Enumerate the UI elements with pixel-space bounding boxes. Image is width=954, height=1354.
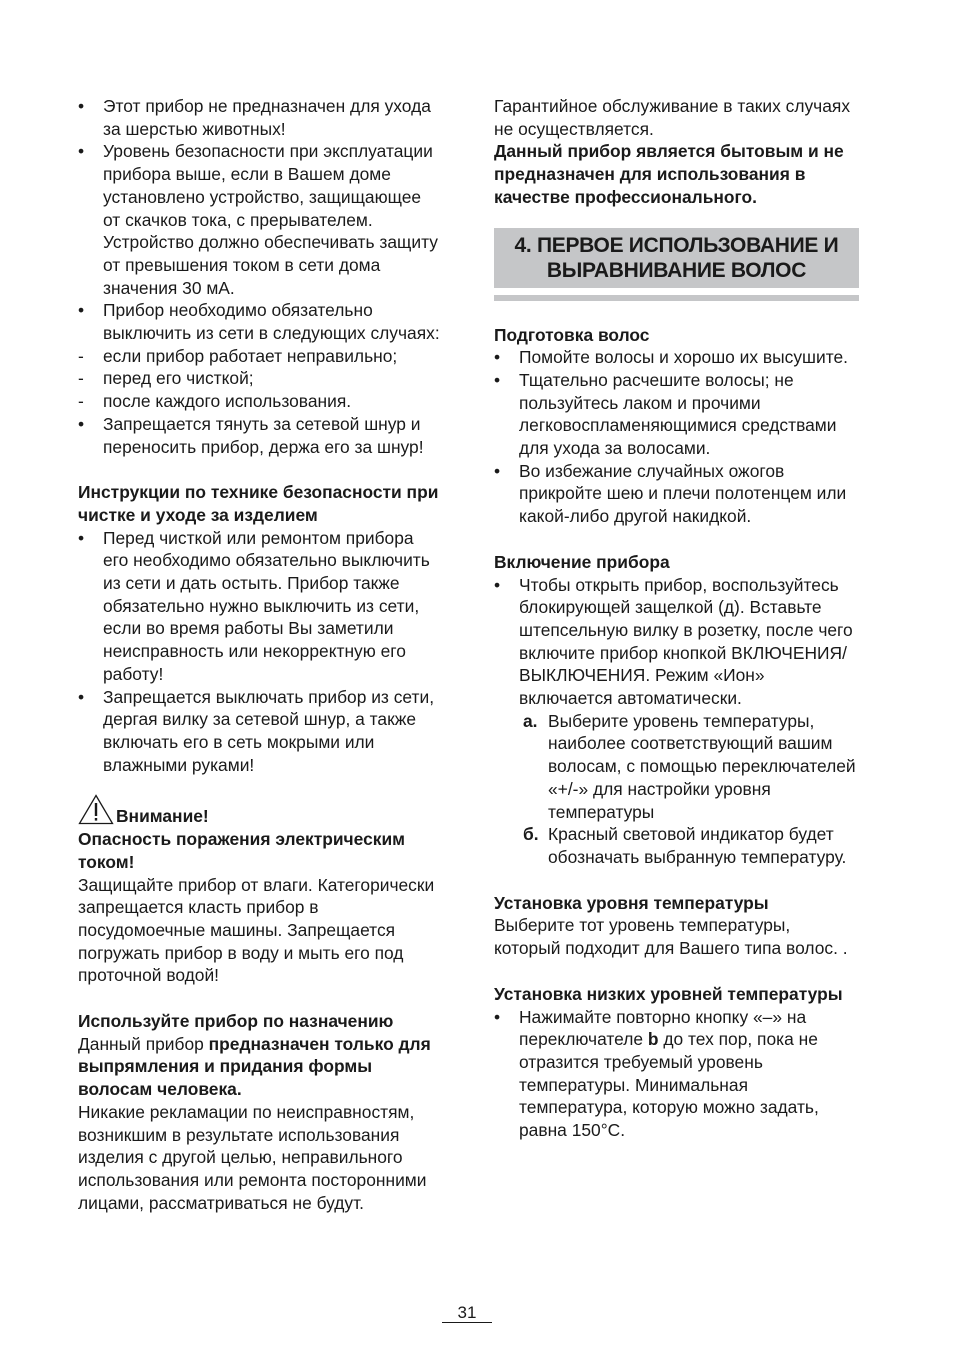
bullet-marker: • [78, 686, 85, 707]
intended-use-section [78, 1010, 443, 1214]
list-item-text: Помойте волосы и хорошо их высушите. [519, 347, 848, 368]
section-heading-rule [494, 295, 859, 301]
list-item-text: перед его чисткой; [103, 368, 254, 389]
list-item [78, 413, 443, 458]
list-item-text: Перед чисткой или ремонтом прибора его необходимо обязательно выключить из сети и дать остыть. Прибор также обязательно нужно выключить из сети, если во время работы Вы заметили неисправность или некорректную его работу! [103, 527, 430, 684]
warning-label-line [78, 794, 443, 828]
step-text: Красный световой индикатор будет обозначать выбранную температуру. [548, 824, 847, 867]
list-item [78, 140, 443, 299]
list-item [494, 346, 859, 369]
low-temperature-title: Установка низких уровней температуры [494, 983, 843, 1004]
temperature-setting-title: Установка уровня температуры [494, 892, 769, 913]
list-item [78, 390, 443, 413]
list-item [78, 686, 443, 777]
intended-use-lead [78, 1033, 443, 1101]
warning-title: Опасность поражения электрическим током! [78, 829, 406, 872]
list-item-text: Во избежание случайных ожогов прикройте шею и плечи полотенцем или какой-либо другой накидкой. [519, 460, 847, 527]
intended-use-title: Используйте прибор по назначению [78, 1011, 394, 1032]
section-heading-line: 4. ПЕРВОЕ ИСПОЛЬЗОВАНИЕ И [514, 233, 839, 257]
bullet-marker: • [494, 1006, 501, 1027]
warning-text: Защищайте прибор от влаги. Категорически запрещается класть прибор в посудомоечные машины. Запрещается погружать прибор в воду и мыть его под проточной водой! [78, 874, 435, 986]
switch-letter: b [647, 1029, 659, 1050]
dash-marker: - [78, 368, 84, 389]
temperature-setting-text: Выберите тот уровень температуры, который подходит для Вашего типа волос. . [494, 915, 848, 959]
list-item-text: Чтобы открыть прибор, воспользуйтесь блокирующей защелкой (д). Вставьте штепсельную вилку в розетку, после чего включите прибор кнопкой ВКЛЮЧЕНИЯ/ ВЫКЛЮЧЕНИЯ. Режим «Ион» включается автоматически. [519, 574, 853, 709]
list-item-text: если прибор работает неправильно; [103, 345, 398, 366]
list-item [494, 1006, 859, 1142]
list-item [78, 299, 443, 344]
list-item [78, 345, 443, 368]
bullet-marker: • [494, 369, 501, 390]
list-item-text: Этот прибор не предназначен для ухода за шерстью животных! [103, 96, 431, 139]
low-temperature-text-c: до тех пор, пока не отразится требуемый уровень температуры. Минимальная температура, которую можно задать, равна 150°С. [519, 1029, 819, 1141]
list-item [494, 574, 859, 710]
low-temperature-text [519, 1007, 819, 1141]
intended-use-lead-bold: предназначен только для выпрямления и придания формы волосам человека. [78, 1033, 431, 1100]
temperature-setting-section [494, 892, 859, 960]
list-item-text: Запрещается выключать прибор из сети, дергая вилку за сетевой шнур, а также включать его в сеть мокрыми или влажными руками! [103, 686, 435, 775]
list-item [78, 527, 443, 686]
intended-use-lead-text: Данный прибор [78, 1033, 209, 1054]
warning-label: Внимание! [116, 806, 209, 827]
low-temperature-section [494, 983, 859, 1142]
intended-use-text: Никакие рекламации по неисправностям, возникшим в результате использования изделия с другой целью, неправильного использования или ремонта посторонними лицами, рассматриваться не будут. [78, 1101, 427, 1213]
section-heading [494, 228, 859, 288]
cleaning-safety-section [78, 481, 443, 776]
dash-marker: - [78, 391, 84, 412]
page-number: 31 [457, 1303, 477, 1322]
cleaning-safety-title: Инструкции по технике безопасности при чистке и уходе за изделием [78, 482, 439, 525]
list-item-text: Тщательно расчешите волосы; не пользуйтесь лаком и прочими легковоспламеняющимися средствами для ухода за волосами. [519, 369, 837, 459]
step-marker: б. [523, 824, 539, 845]
list-item [78, 95, 443, 140]
list-item-text: Уровень безопасности при эксплуатации прибора выше, если в Вашем доме установлено устройство, защищающее от скачков тока, с прерывателем. Устройство должно обеспечивать защиту от превышения током в сети дома значения 30 мА. [103, 141, 438, 298]
bullet-marker: • [78, 141, 85, 162]
left-column [78, 95, 443, 1214]
low-temperature-text-a: Нажимайте повторно кнопку «–» на переключателе [519, 1006, 807, 1050]
step-marker: а. [523, 710, 538, 731]
bullet-marker: • [78, 527, 85, 548]
warning-triangle-icon [78, 794, 114, 825]
hair-preparation-section [494, 324, 859, 528]
step-text: Выберите уровень температуры, наиболее соответствующий вашим волосам, с помощью переключателей «+/-» для настройки уровня температуры [548, 710, 856, 822]
hair-preparation-title: Подготовка волос [494, 324, 650, 345]
intro-bullet-list [78, 95, 443, 458]
list-item-text: после каждого использования. [103, 391, 352, 412]
bullet-marker: • [494, 574, 501, 595]
list-item [78, 367, 443, 390]
step-item [494, 823, 859, 868]
power-on-title: Включение прибора [494, 551, 670, 572]
power-on-section [494, 551, 859, 869]
bullet-marker: • [78, 300, 85, 321]
bullet-marker: • [78, 413, 85, 434]
list-item [494, 460, 859, 528]
list-item-text: Прибор необходимо обязательно выключить из сети в следующих случаях: [103, 300, 440, 344]
bullet-marker: • [78, 96, 85, 116]
bullet-marker: • [494, 347, 501, 368]
dash-marker: - [78, 345, 84, 366]
step-item [494, 710, 859, 824]
right-column [494, 95, 859, 1142]
list-item [494, 369, 859, 460]
warranty-text: Гарантийное обслуживание в таких случаях не осуществляется. [494, 96, 851, 139]
bullet-marker: • [494, 460, 501, 481]
warning-section [78, 794, 443, 987]
section-heading-line: ВЫРАВНИВАНИЕ ВОЛОС [546, 258, 807, 282]
page-number-rule [442, 1322, 492, 1323]
household-notice: Данный прибор является бытовым и не предназначен для использования в качестве профессионального. [494, 141, 844, 207]
list-item-text: Запрещается тянуть за сетевой шнур и переносить прибор, держа его за шнур! [103, 413, 424, 457]
